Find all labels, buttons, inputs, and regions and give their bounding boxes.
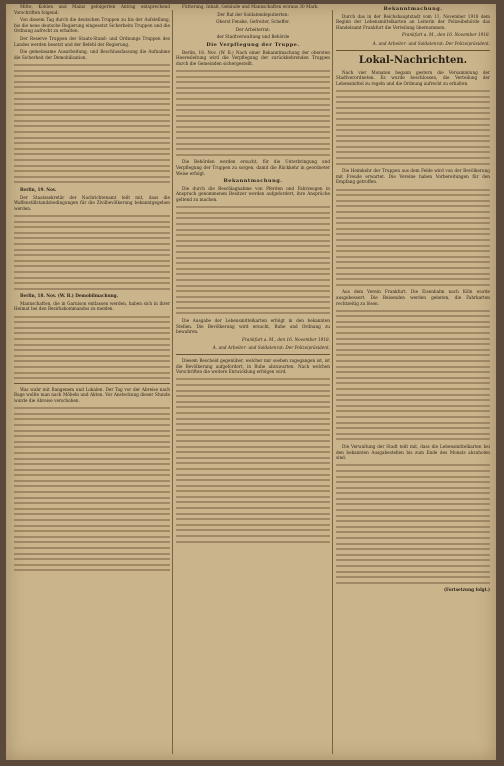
text-lines xyxy=(14,215,170,290)
column-rule xyxy=(332,10,333,754)
text-lines xyxy=(336,310,490,441)
signature-date: Frankfurt a. M., den 16. November 1918. xyxy=(402,32,490,38)
text-lines xyxy=(336,189,490,286)
column-2 xyxy=(176,4,330,760)
text-lines xyxy=(14,407,170,571)
text-lines xyxy=(14,316,170,380)
article-paragraph: Die durch die Beschlagnahme von Pferden und Fahrzeugen in Anspruch genommenen Besitzer werden aufgefordert, ihre Ansprüche geltend zu machen. xyxy=(176,185,330,202)
divider xyxy=(14,383,170,384)
feuilleton-paragraph: Was wahr mit Bangenem und Lokalen. Der Tag vor der Abreise nach Bage wollte man nach Möbeln und Akten. Vor Ansteckung dieser Stunde wurde die Abreise verschoben. xyxy=(14,386,170,403)
council-line: der Stadtverwaltung und Behörde xyxy=(216,34,290,40)
council-line: Oberst Fenske, Gefreiter, Scheffer. xyxy=(216,19,290,25)
column-1 xyxy=(14,4,170,760)
continuation-note: (Fortsetzung folgt.) xyxy=(444,587,490,593)
signature-date: Frankfurt a. M., den 16. November 1918. xyxy=(242,336,330,342)
section-heading: Bekanntmachung. xyxy=(383,6,443,12)
text-lines xyxy=(336,90,490,165)
article-paragraph: Fütterung, Inhalt, Gebäude und Mannschaften woraus 30 Mark. xyxy=(182,4,319,9)
article-paragraph: Von diesem Tag durch die deutschen Truppen zu bis der Aufstellung, bis die neue deutsche Regierung eingesetzt Sicherheits Truppen und die Ordnung aufrecht zu erhalten. xyxy=(14,17,170,34)
article-paragraph: Durch das in der Reichshauptstadt vom 11. November 1918 dem Beginn der Lebensmittelkarten an Leiterin der Polizeibehörde das Handelsamt Frankfurt die Verteilung übernommen. xyxy=(336,13,490,30)
text-lines xyxy=(176,206,330,314)
article-paragraph: Mitte, Kohlen und Mainz gefolgerten Antrag entsprechend Vorschriften folgend: xyxy=(14,4,170,15)
section-heading: Bekanntmachung. xyxy=(223,178,283,185)
column-rule xyxy=(172,10,173,754)
article-paragraph: Die Heimkehr der Truppen aus dem Felde wird von der Bevölkerung mit Freude erwartet. Die Vereine haben Vorbereitungen für den Empfang getroffen. xyxy=(336,168,490,185)
article-paragraph: Aus dem Verein Frankfurt. Die Eisenbahn nach Köln wurde ausgebessert. Die Reisenden werden gebeten, die Fahrkarten rechtzeitig zu lösen. xyxy=(336,289,490,306)
article-paragraph: Die gemeinsame Ausarbeitung, und Beschlussfassung die Aufnahme die Sicherheit der Demobilisation. xyxy=(14,49,170,60)
article-paragraph: Der Reserve Truppen der Staats-Stand- und Ordnungs Truppen des Landes werden besetzt und der Befehl der Regierung. xyxy=(14,35,170,47)
divider xyxy=(176,354,330,355)
article-paragraph: Die Ausgabe der Lebensmittelkarten erfolgt in den bekannten Stellen. Die Bevölkerung wird ersucht, Ruhe und Ordnung zu bewahren. xyxy=(176,318,330,335)
text-lines xyxy=(176,70,330,156)
signature-authority: A. und Arbeiter- und Soldatenrat: Der Polizeipräsident. xyxy=(372,40,490,46)
signature-authority: A. und Arbeiter- und Soldatenrat: Der Polizeipräsident. xyxy=(212,345,330,351)
council-line: Der Rat der Soldatendeputierten: xyxy=(217,11,289,17)
lokal-nachrichten-heading: Lokal-Nachrichten. xyxy=(358,54,468,66)
section-heading: Die Verpflegung der Truppe. xyxy=(206,41,300,48)
text-lines xyxy=(176,378,330,542)
article-paragraph: Mannschaften, die in Garnison entlassen werden, haben sich in ihrer Heimat bei den Bezirkskommandos zu melden. xyxy=(14,300,170,312)
article-paragraph: Der Staatssekretär der Nachrichtenamt teilt mit, dass die Waffenstillstandsbedingungen für die Zivilbevölkerung bekanntgegeben werden. xyxy=(14,194,170,211)
article-paragraph: Die Behörden werden ersucht, für die Unterbringung und Verpflegung der Truppen zu sorgen, damit die Rückkehr in geordneter Weise erfolgt. xyxy=(176,159,330,176)
dateline: Berlin, 18. Nov. (W. B.) Demobilmachung. xyxy=(20,293,119,299)
text-lines xyxy=(14,64,170,183)
council-line: Der Arbeiterrat: xyxy=(235,26,271,32)
feuilleton-paragraph: Diesem Bescheid gegenüber, welcher mir soeben zugegangen ist, ist die Bevölkerung aufgefordert, in Ruhe abzuwarten. Nach welchen Vorschriften die weitere Entwicklung erfolgen wird. xyxy=(176,358,330,375)
article-paragraph: Berlin, 18. Nov. (W. B.) Nach einer Bekanntmachung der obersten Heeresleitung wird die Verpflegung der zurückkehrenden Truppen durch die Gemeinden sichergestellt. xyxy=(176,49,330,66)
text-lines xyxy=(336,464,490,583)
dateline: Berlin, 19. Nov. xyxy=(20,187,57,192)
divider xyxy=(336,50,490,51)
article-paragraph: Nach vier Monaten begann gestern die Versammlung der Stadtverordneten. Es wurde beschlossen, die Verteilung der Lebensmittel zu regeln und die Ordnung aufrecht zu erhalten. xyxy=(336,69,490,86)
newspaper-page xyxy=(6,4,496,760)
article-paragraph: Die Verwaltung der Stadt teilt mit, dass die Lebensmittelkarten bei den bekannten Ausgabestellen bis zum Ende des Monats abzuholen sind. xyxy=(336,443,490,461)
column-3 xyxy=(336,4,490,760)
